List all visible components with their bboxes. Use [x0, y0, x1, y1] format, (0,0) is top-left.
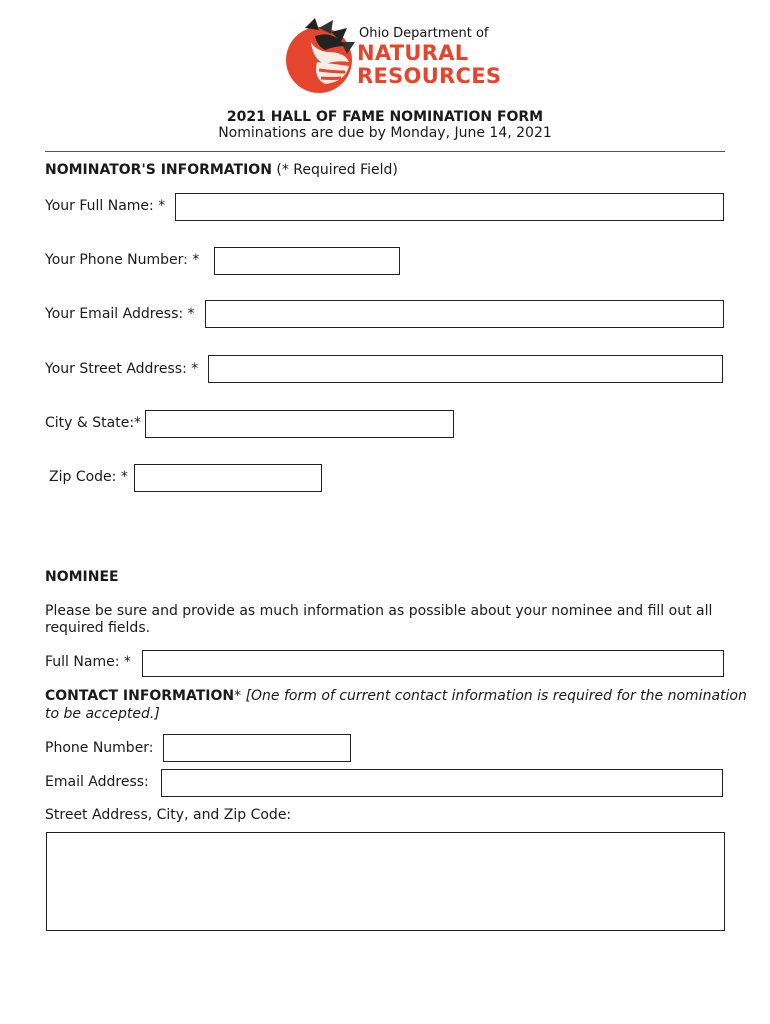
- your-phone-field[interactable]: [214, 247, 400, 275]
- form-subtitle: Nominations are due by Monday, June 14, 2021: [218, 125, 552, 141]
- your-email-label: Your Email Address: *: [45, 306, 195, 322]
- contact-info-line1: [45, 687, 747, 705]
- contact-heading: CONTACT INFORMATION: [45, 688, 235, 704]
- zip-code-field[interactable]: [134, 464, 322, 492]
- contact-note-line2: to be accepted.]: [45, 706, 160, 722]
- contact-note-line1: [One form of current contact information is required for the nomination: [245, 688, 747, 704]
- nominator-heading-text: NOMINATOR'S INFORMATION: [45, 162, 272, 178]
- your-email-field[interactable]: [205, 300, 724, 328]
- nominator-heading: [45, 161, 398, 179]
- nominee-address-textarea[interactable]: [46, 832, 725, 931]
- nominee-instructions-line2: required fields.: [45, 620, 151, 636]
- form-title: 2021 HALL OF FAME NOMINATION FORM: [226, 109, 544, 125]
- nominee-heading: NOMINEE: [45, 569, 119, 585]
- city-state-label: City & State:*: [45, 415, 142, 431]
- nominee-email-field[interactable]: [161, 769, 723, 797]
- zip-code-label: Zip Code: *: [49, 469, 128, 485]
- nominee-full-name-field[interactable]: [142, 650, 724, 677]
- required-note: (* Required Field): [276, 162, 398, 178]
- your-full-name-field[interactable]: [175, 193, 724, 221]
- nominee-full-name-label: Full Name: *: [45, 654, 131, 670]
- nominee-email-label: Email Address:: [45, 774, 149, 790]
- nominee-phone-label: Phone Number:: [45, 740, 154, 756]
- logo-line3: RESOURCES: [357, 64, 502, 88]
- logo-line1: Ohio Department of: [359, 26, 489, 41]
- nominee-phone-field[interactable]: [163, 734, 351, 762]
- contact-star: *: [234, 688, 242, 704]
- odnr-logo: [275, 16, 505, 96]
- cardinal-logo-icon: [275, 16, 365, 96]
- your-street-label: Your Street Address: *: [45, 361, 199, 377]
- your-full-name-label: Your Full Name: *: [45, 198, 166, 214]
- logo-line2: NATURAL: [357, 41, 469, 65]
- city-state-field[interactable]: [145, 410, 454, 438]
- your-street-field[interactable]: [208, 355, 723, 383]
- nominee-address-label: Street Address, City, and Zip Code:: [45, 807, 292, 823]
- your-phone-label: Your Phone Number: *: [45, 252, 200, 268]
- header-rule: [45, 151, 725, 152]
- nominee-instructions-line1: Please be sure and provide as much information as possible about your nominee and fill out all: [45, 603, 713, 619]
